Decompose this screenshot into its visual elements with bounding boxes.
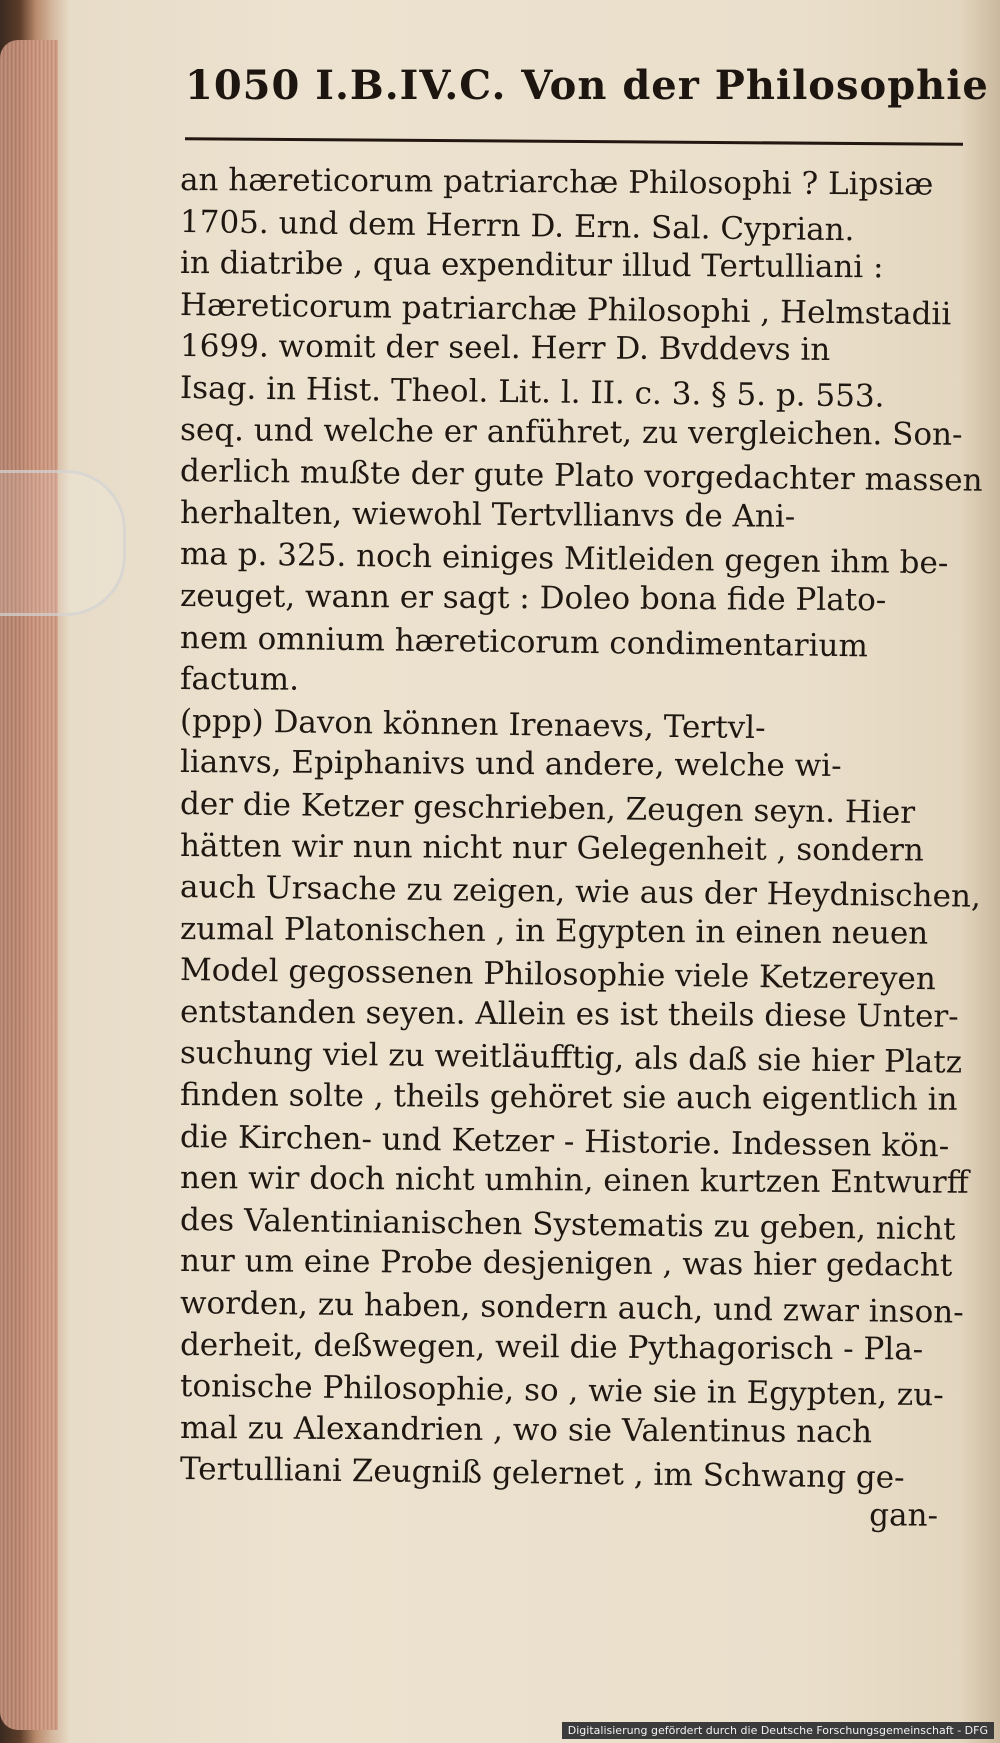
text-line: (ppp) Davon können Irenaevs, Tertvl- — [179, 702, 766, 746]
text-line: Hæreticorum patriarchæ Philosophi , Helmstadii — [179, 286, 952, 333]
text-line: worden, zu haben, sondern auch, und zwar inson- — [179, 1285, 964, 1331]
text-line: nen wir doch nicht umhin, einen kurtzen Entwurff — [179, 1160, 969, 1202]
text-line: seq. und welche er anführet, zu vergleichen. Son- — [179, 411, 963, 453]
text-line: 1699. womit der seel. Herr D. Bvddevs in — [179, 328, 831, 369]
page-clip — [0, 470, 126, 616]
text-line: derheit, deßwegen, weil die Pythagorisch - Pla- — [179, 1326, 924, 1368]
running-header — [185, 62, 989, 142]
page-edge — [0, 40, 58, 1730]
text-line: derlich mußte der gute Plato vorgedachter massen — [179, 453, 983, 499]
header-text: 1050 I.B.IV.C. Von der Philosophie — [185, 62, 989, 109]
text-line: factum. — [179, 661, 300, 698]
text-line: der die Ketzer geschrieben, Zeugen seyn. Hier — [179, 785, 916, 831]
text-line: auch Ursache zu zeigen, wie aus der Heydnischen, — [179, 869, 982, 915]
digitization-credit: Digitalisierung gefördert durch die Deutsche Forschungsgemeinschaft - DFG — [562, 1722, 994, 1739]
text-line: an hæreticorum patriarchæ Philosophi ? Lipsiæ — [179, 162, 934, 203]
text-line: Model gegossenen Philosophie viele Ketzereyen — [179, 952, 937, 998]
text-line: nem omnium hæreticorum condimentarium — [179, 619, 869, 664]
text-line: tonische Philosophie, so , wie sie in Egypten, zu- — [179, 1368, 944, 1414]
text-line: lianvs, Epiphanivs und andere, welche wi- — [179, 744, 842, 785]
text-line: herhalten, wiewohl Tertvllianvs de Ani- — [179, 494, 796, 535]
text-line: hätten wir nun nicht nur Gelegenheit , sondern — [179, 827, 924, 869]
text-line: 1705. und dem Herrn D. Ern. Sal. Cyprian. — [179, 203, 855, 248]
text-line: zumal Platonischen , in Egypten in einen neuen — [179, 910, 929, 952]
text-line: entstanden seyen. Allein es ist theils diese Unter- — [179, 993, 959, 1035]
header-rule — [185, 137, 963, 145]
text-line: in diatribe , qua expenditur illud Tertulliani : — [179, 245, 884, 286]
text-line: suchung viel zu weitläufftig, als daß sie hier Platz — [179, 1035, 963, 1082]
body-text — [179, 160, 983, 1534]
text-line: nur um eine Probe desjenigen , was hier gedacht — [179, 1243, 953, 1285]
text-line: Isag. in Hist. Theol. Lit. l. II. c. 3. § 5. p. 553. — [179, 369, 885, 415]
text-line: des Valentinianischen Systematis zu geben, nicht — [179, 1201, 956, 1248]
text-line: finden solte , theils gehöret sie auch eigentlich in — [179, 1077, 958, 1118]
text-line: mal zu Alexandrien , wo sie Valentinus nach — [179, 1409, 873, 1451]
catchword: gan- — [869, 1497, 939, 1534]
text-line: zeuget, wann er sagt : Doleo bona fide Plato- — [179, 577, 887, 619]
text-line: Tertulliani Zeugniß gelernet , im Schwang ge- — [179, 1451, 905, 1497]
text-line: die Kirchen- und Ketzer - Historie. Indessen kön- — [179, 1118, 950, 1165]
text-line: ma p. 325. noch einiges Mitleiden gegen ihm be- — [179, 536, 949, 582]
